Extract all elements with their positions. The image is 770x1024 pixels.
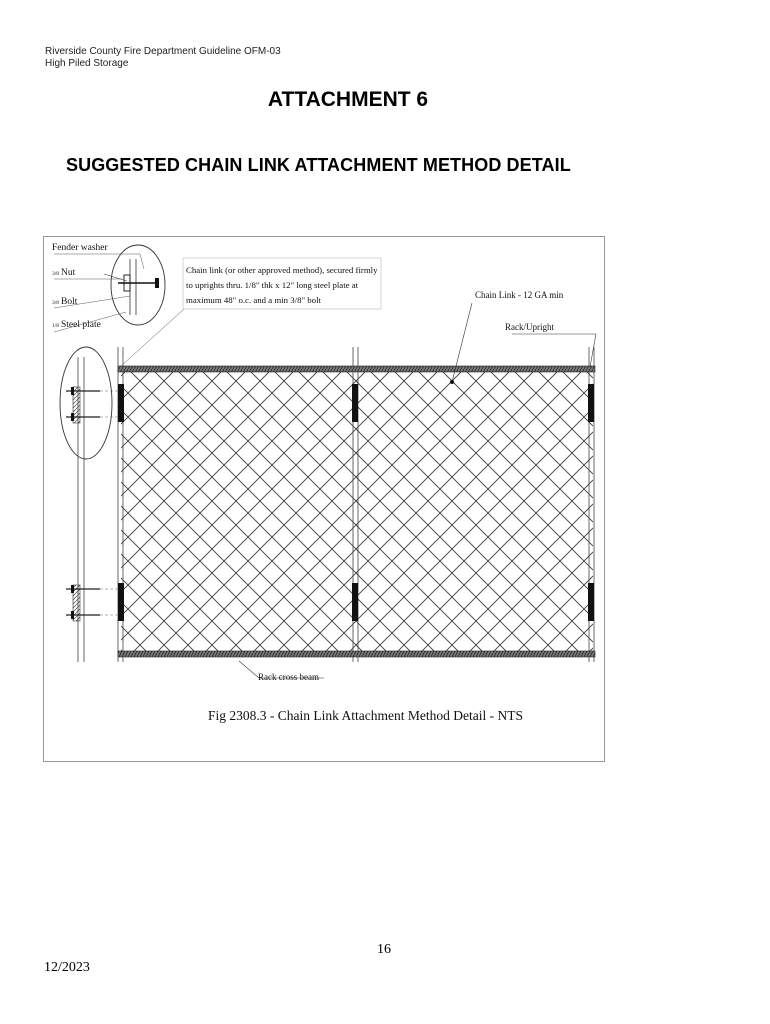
label-chain-link: Chain Link - 12 GA min <box>475 290 564 300</box>
note-line-2: to uprights thru. 1/8" thk x 12" long steel plate at <box>186 280 359 290</box>
label-rack-cross-beam: Rack cross beam <box>258 672 319 682</box>
label-nut <box>52 268 76 278</box>
plate-text: Steel plate <box>61 320 101 330</box>
footer-date: 12/2023 <box>44 960 90 975</box>
bolt-text: Bolt <box>61 297 78 307</box>
note-line-1: Chain link (or other approved method), secured firmly <box>186 265 378 275</box>
label-steel-plate <box>52 320 101 330</box>
label-fender-washer: Fender washer <box>52 243 108 253</box>
bottom-cross-beam <box>118 651 595 657</box>
nut-text: Nut <box>61 268 76 278</box>
page-title: ATTACHMENT 6 <box>267 88 429 111</box>
plate-fraction: 1/8 <box>52 323 60 329</box>
figure-caption: Fig 2308.3 - Chain Link Attachment Method Detail - NTS <box>208 708 523 723</box>
top-cross-beam <box>118 366 595 372</box>
detail-figure <box>43 236 605 762</box>
page-number: 16 <box>377 942 391 957</box>
note-line-3: maximum 48" o.c. and a min 3/8" bolt <box>186 295 321 305</box>
side-section-view <box>60 347 120 662</box>
label-rack-upright: Rack/Upright <box>505 322 554 332</box>
nut-fraction: 3/8 <box>52 271 60 277</box>
document-header <box>45 46 281 70</box>
header-line-1: Riverside County Fire Department Guideline OFM-03 <box>45 46 281 57</box>
bolt-fraction: 3/8 <box>52 300 60 306</box>
label-bolt <box>52 297 78 307</box>
page-subtitle: SUGGESTED CHAIN LINK ATTACHMENT METHOD DETAIL <box>66 155 571 175</box>
detail-drawing <box>44 237 606 763</box>
header-line-2: High Piled Storage <box>45 58 129 69</box>
